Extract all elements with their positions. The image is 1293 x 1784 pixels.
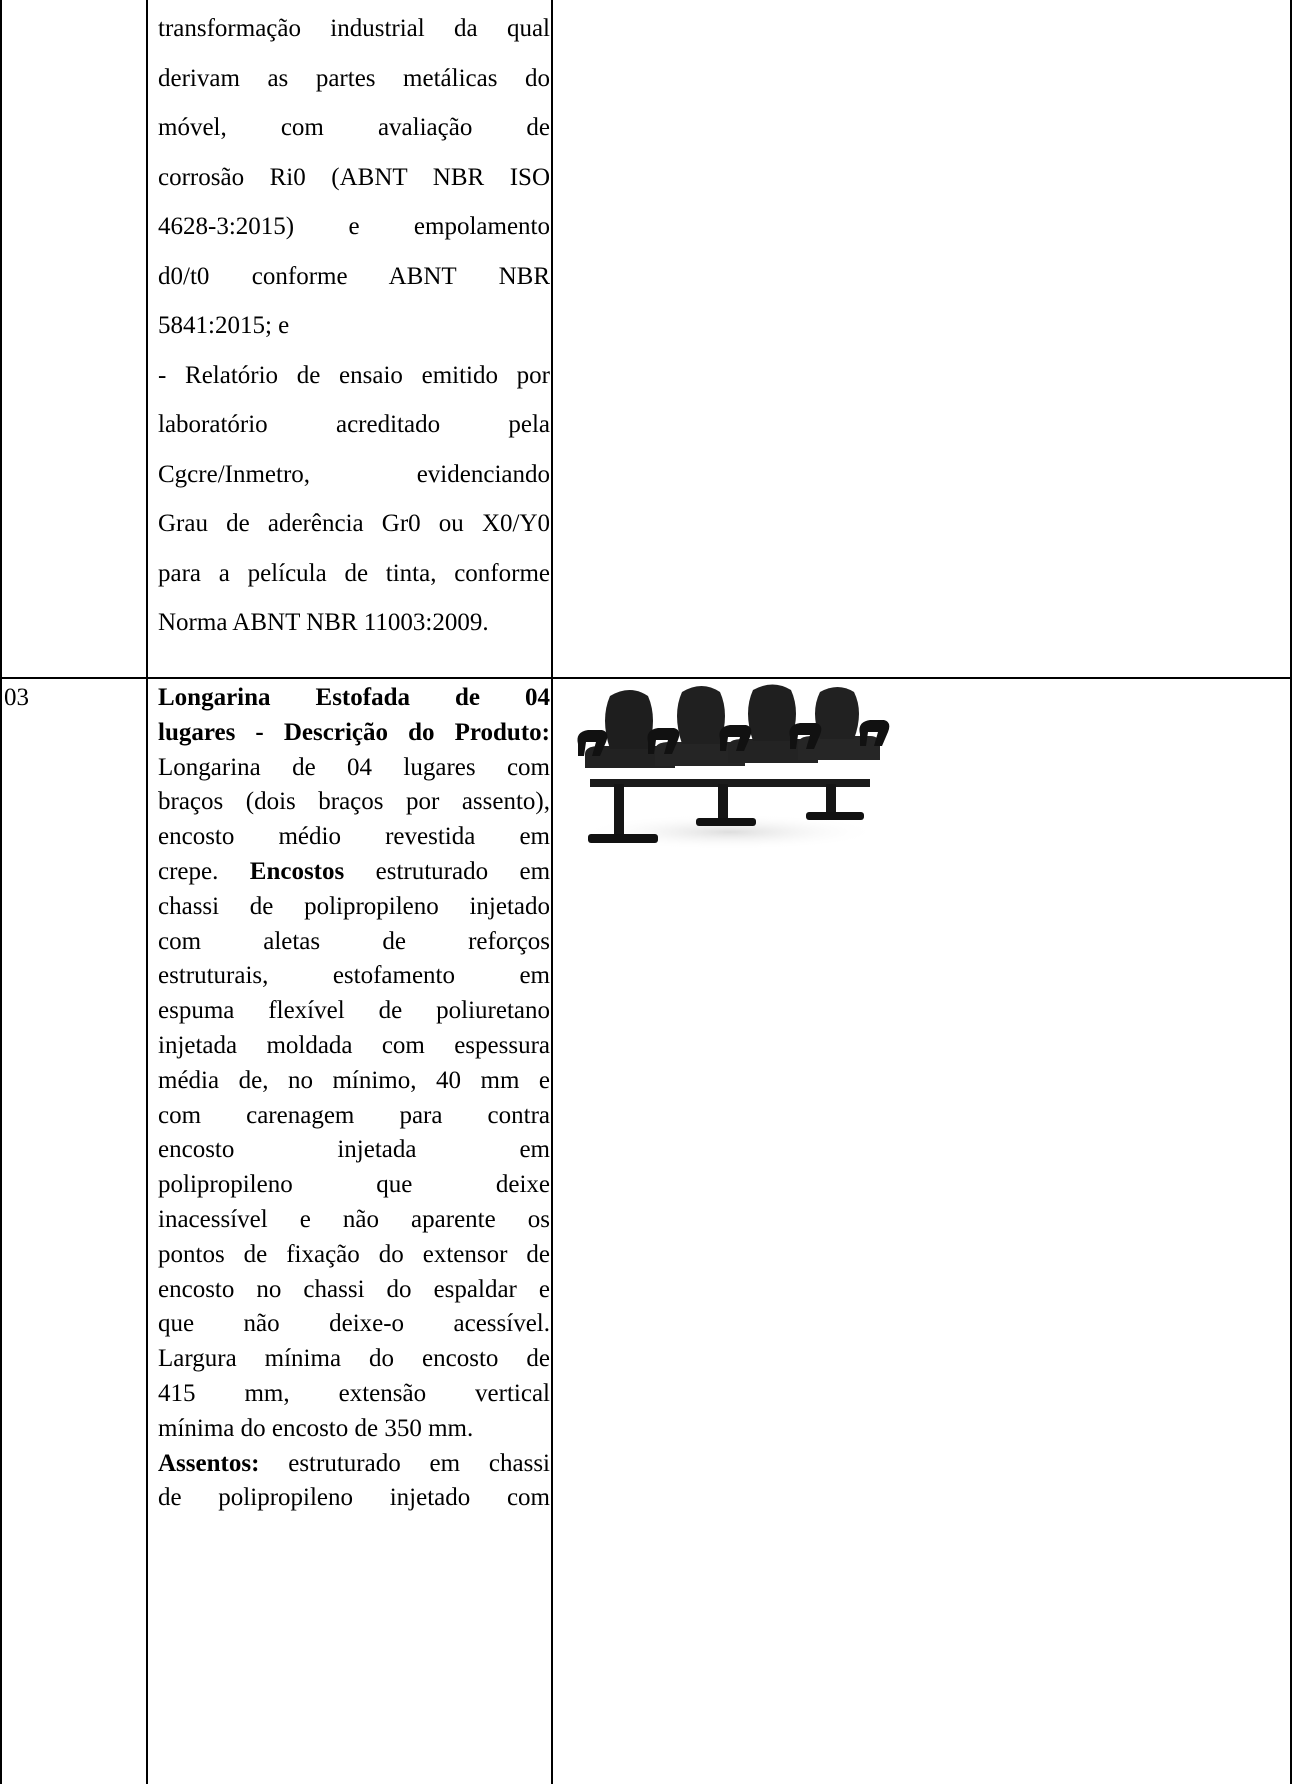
table-divider-col1 xyxy=(146,0,148,1784)
assentos-heading: Assentos: xyxy=(158,1449,260,1477)
text-line: encosto no chassi do espaldar e xyxy=(158,1275,550,1303)
text-line: injetada moldada com espessura xyxy=(158,1031,550,1059)
text-line: pontos de fixação do extensor de xyxy=(158,1240,550,1268)
text-line: que não deixe-o acessível. xyxy=(158,1310,550,1338)
text-line: - Relatório de ensaio emitido por xyxy=(158,361,550,389)
text-line: d0/t0 conforme ABNT NBR xyxy=(158,262,550,290)
foot xyxy=(806,812,864,820)
beam-chair-illustration xyxy=(570,684,900,864)
text-line xyxy=(158,855,550,890)
text-line: inacessível e não aparente os xyxy=(158,1205,550,1233)
item-title: Longarina Estofada de 04 xyxy=(158,684,550,711)
item-description xyxy=(158,681,550,1516)
backrest xyxy=(677,686,725,744)
text-line: Largura mínima do encosto de xyxy=(158,1345,550,1373)
text-line: para a película de tinta, conforme xyxy=(158,559,550,587)
text-fragment: estruturado em xyxy=(375,857,551,885)
text-line: móvel, com avaliação de xyxy=(158,114,550,141)
table-border-right xyxy=(1290,0,1292,1784)
text-line: transformação industrial da qual xyxy=(158,15,550,42)
foot xyxy=(696,818,756,826)
text-line: 4628-3:2015) e empolamento xyxy=(158,213,550,240)
backrest xyxy=(815,687,859,739)
table-row-divider xyxy=(0,677,1292,679)
foot xyxy=(588,834,658,843)
text-fragment: estruturado em chassi xyxy=(288,1449,550,1477)
text-line: com carenagem para contra xyxy=(158,1101,550,1129)
table-divider-col2 xyxy=(551,0,553,1784)
text-line: 5841:2015; e xyxy=(158,312,290,339)
product-image xyxy=(570,684,900,864)
text-line: espuma flexível de poliuretano xyxy=(158,997,550,1025)
text-line: encosto médio revestida em xyxy=(158,823,550,851)
text-line: corrosão Ri0 (ABNT NBR ISO xyxy=(158,163,550,191)
item-title: lugares - Descrição do Produto: xyxy=(158,718,550,746)
encostos-heading: Encostos xyxy=(249,857,345,885)
text-line: média de, no mínimo, 40 mm e xyxy=(158,1066,550,1094)
text-line: chassi de polipropileno injetado xyxy=(158,892,550,920)
text-line: com aletas de reforços xyxy=(158,927,550,955)
table-border-left xyxy=(0,0,2,1784)
text-line: derivam as partes metálicas do xyxy=(158,64,550,92)
text-line: braços (dois braços por assento), xyxy=(158,788,550,816)
leg xyxy=(614,784,624,839)
text-line: Longarina de 04 lugares com xyxy=(158,753,550,781)
text-line: encosto injetada em xyxy=(158,1136,550,1164)
text-line: de polipropileno injetado com xyxy=(158,1484,550,1512)
backrest xyxy=(605,690,653,749)
text-line: laboratório acreditado pela xyxy=(158,411,550,438)
text-line: estruturais, estofamento em xyxy=(158,962,550,990)
text-line: Norma ABNT NBR 11003:2009. xyxy=(158,609,489,636)
text-line: mínima do encosto de 350 mm. xyxy=(158,1414,474,1442)
text-line: Grau de aderência Gr0 ou X0/Y0 xyxy=(158,510,550,537)
backrest xyxy=(748,685,796,742)
text-line: polipropileno que deixe xyxy=(158,1171,550,1199)
text-line: Cgcre/Inmetro, evidenciando xyxy=(158,460,550,488)
text-line: 415 mm, extensão vertical xyxy=(158,1379,550,1407)
prev-row-description xyxy=(158,4,550,648)
item-number: 03 xyxy=(4,684,29,711)
text-fragment: crepe. xyxy=(158,857,219,885)
text-line xyxy=(158,1447,550,1482)
